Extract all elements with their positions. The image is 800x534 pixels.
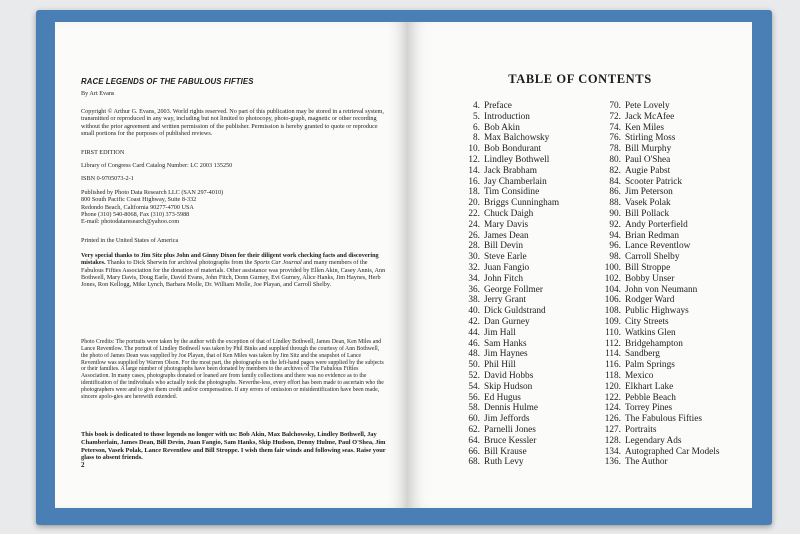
toc-entry-title: Mary Davis	[484, 219, 529, 230]
toc-entry-title: James Dean	[484, 230, 529, 241]
toc-entry-title: The Fabulous Fifties	[625, 414, 702, 425]
toc-entry-title: Introduction	[484, 111, 530, 122]
toc-page-number: 42.	[468, 316, 480, 327]
toc-entry	[456, 339, 559, 350]
toc-entry	[597, 360, 720, 371]
left-page	[55, 22, 408, 508]
toc-entry	[456, 457, 559, 468]
photo-credits: Photo Credits: The portraits were taken by the author with the exception of that of Lindley Bothwell, James Dean, Ken Miles and Lance Reventlow. The portrait of Lindley Bothwell was taken by Phil Binks and supplied through the courtesy of Ann Bothwell, the photo of James Dean was supplied by Joe Playan, that of Ken Miles was taken by Jim Sitz and the snapshot of Lance Reventlow was supplied by Warren Olson. For the most part, the photographs on the left-hand pages were supplied by the subjects or their families. A large number of photographs have been donated by members to the archives of The Fabulous Fifties Association. In many cases, photographs donated or loaned are from family collections and there was no evidence as to the identification of the individuals who actually took the photographs. Neverthe-less, every effort has been made to ascertain who the photographers were and to give them credit and/or compensation. If any errors of omission or misidentification have been made, sincere apolo-gies are herewith extended.	[81, 338, 384, 401]
toc-page-number: 100.	[604, 262, 621, 273]
toc-entry-title: Jerry Grant	[484, 295, 527, 306]
toc-entry-title: Portraits	[625, 424, 657, 435]
toc-entry	[597, 274, 720, 285]
toc-entry-title: Vasek Polak	[625, 198, 671, 209]
toc-entry	[456, 144, 559, 155]
toc-entry	[597, 447, 720, 458]
toc-page-number: 56.	[468, 392, 480, 403]
toc-entry	[597, 144, 720, 155]
toc-entry-title: Chuck Daigh	[484, 208, 534, 219]
toc-entry-title: Bill Stroppe	[625, 262, 671, 273]
toc-entry	[597, 382, 720, 393]
toc-entry-title: Bill Devin	[484, 241, 523, 252]
toc-entry-title: City Streets	[625, 316, 669, 327]
toc-page-number: 34.	[468, 273, 480, 284]
toc-page-number: 4.	[473, 101, 480, 111]
toc-entry-title: Jack McAfee	[625, 111, 675, 122]
toc-page-number: 84.	[609, 176, 621, 187]
toc-entry	[456, 393, 559, 404]
toc-entry	[597, 295, 720, 306]
toc-entry	[597, 101, 720, 112]
copyright-notice: Copyright © Arthur G. Evans, 2003. World rights reserved. No part of this publication may be stored in a retrieval system, transmitted or reproduced in any way, including but not limited to photocopy, photo-graph, magnetic or other recording without the prior agreement and written permission of the publisher. Permission is hereby granted to quote or reproduce small portions for the purposes of published reviews.	[81, 108, 384, 138]
toc-entry	[456, 112, 559, 123]
toc-entry	[456, 209, 559, 220]
toc-entry-title: Dick Guldstrand	[484, 306, 546, 317]
toc-entry	[597, 133, 720, 144]
toc-entry	[597, 393, 720, 404]
toc-page-number: 14.	[468, 165, 480, 176]
toc-page-number: 70.	[609, 101, 621, 111]
toc-entry-title: The Author	[625, 457, 668, 468]
toc-entry	[597, 166, 720, 177]
toc-entry	[456, 295, 559, 306]
printed-in-line: Printed in the United States of America	[81, 237, 179, 245]
toc-entry-title: Mexico	[625, 370, 654, 381]
toc-entry	[597, 414, 720, 425]
toc-page-number: 68.	[468, 457, 480, 468]
toc-entry-title: Ken Miles	[625, 122, 664, 133]
toc-page-number: 78.	[609, 144, 621, 155]
toc-column-2	[597, 101, 720, 468]
toc-entry	[456, 414, 559, 425]
toc-entry-title: Palm Springs	[625, 360, 675, 371]
toc-entry-title: Jim Peterson	[625, 187, 673, 198]
toc-page-number: 5.	[473, 111, 480, 122]
toc-entry-title: Bobby Unser	[625, 273, 675, 284]
toc-entry-title: Pete Lovely	[625, 101, 670, 111]
toc-entry-title: Dennis Hulme	[484, 403, 538, 414]
toc-page-number: 110.	[605, 327, 621, 338]
toc-entry-title: Bill Pollack	[625, 208, 670, 219]
library-catalog-line: Library of Congress Card Catalog Number: LC 2003 135250	[81, 162, 233, 170]
toc-entry	[456, 198, 559, 209]
toc-page-number: 22.	[468, 208, 480, 219]
toc-entry	[456, 187, 559, 198]
toc-entry	[456, 241, 559, 252]
toc-entry-title: David Hobbs	[484, 370, 534, 381]
toc-entry	[597, 371, 720, 382]
toc-page-number: 46.	[468, 338, 480, 349]
toc-entry-title: Skip Hudson	[484, 381, 533, 392]
toc-page-number: 122.	[604, 392, 621, 403]
toc-entry	[597, 285, 720, 296]
toc-entry	[456, 436, 559, 447]
toc-entry	[456, 447, 559, 458]
toc-entry-title: Bill Krause	[484, 446, 527, 457]
toc-page-number: 40.	[468, 306, 480, 317]
toc-entry	[597, 241, 720, 252]
toc-title: TABLE OF CONTENTS	[508, 72, 652, 86]
publisher-line: E-mail: photodataresearch@yahoo.com	[81, 218, 180, 226]
toc-entry	[456, 101, 559, 112]
toc-page-number: 106.	[604, 295, 621, 306]
toc-page-number: 32.	[468, 262, 480, 273]
toc-entry	[597, 220, 720, 231]
toc-page-number: 127.	[604, 424, 621, 435]
toc-entry-title: George Follmer	[484, 284, 543, 295]
toc-entry-title: John Fitch	[484, 273, 523, 284]
toc-page-number: 12.	[468, 154, 480, 165]
dedication: This book is dedicated to those legends no longer with us: Bob Akin, Max Balchowsky, Lindley Bothwell, Jay Chamberlain, James Dean, Bill Devin, Juan Fangio, Sam Hanks, Skip Hudson, Denny Hulme, Paul O'Shea, Jim Peterson, Vasek Polak, Lance Reventlow and Bill Stroppe. I wish them fair winds and following seas. Raise your glass to absent friends.	[81, 431, 386, 462]
toc-column-1	[456, 101, 559, 468]
toc-entry	[456, 349, 559, 360]
toc-page-number: 104.	[604, 284, 621, 295]
toc-page-number: 92.	[609, 219, 621, 230]
toc-page-number: 66.	[468, 446, 480, 457]
toc-entry	[597, 436, 720, 447]
toc-entry-title: Preface	[484, 101, 512, 111]
toc-entry-title: Bob Bondurant	[484, 144, 542, 155]
toc-entry	[597, 403, 720, 414]
toc-page-number: 48.	[468, 349, 480, 360]
toc-page-number: 38.	[468, 295, 480, 306]
toc-page-number: 54.	[468, 381, 480, 392]
toc-entry	[456, 285, 559, 296]
toc-entry-title: Steve Earle	[484, 252, 527, 263]
toc-entry	[597, 177, 720, 188]
toc-entry	[456, 403, 559, 414]
toc-page-number: 36.	[468, 284, 480, 295]
toc-entry-title: Jay Chamberlain	[484, 176, 547, 187]
publisher-line: Phone (310) 540-8068, Fax (310) 373-5988	[81, 211, 190, 219]
toc-page-number: 58.	[468, 403, 480, 414]
toc-page-number: 80.	[609, 154, 621, 165]
toc-page-number: 76.	[609, 133, 621, 144]
toc-entry-title: Dan Gurney	[484, 316, 530, 327]
toc-page-number: 118.	[605, 370, 621, 381]
toc-entry-title: Parnelli Jones	[484, 424, 536, 435]
isbn-line: ISBN 0-9705073-2-1	[81, 175, 134, 183]
toc-page-number: 30.	[468, 252, 480, 263]
toc-entry	[597, 339, 720, 350]
toc-page-number: 86.	[609, 187, 621, 198]
toc-page-number: 16.	[468, 176, 480, 187]
toc-page-number: 108.	[604, 306, 621, 317]
toc-page-number: 72.	[609, 111, 621, 122]
toc-page-number: 88.	[609, 198, 621, 209]
toc-page-number: 26.	[468, 230, 480, 241]
toc-entry-title: Stirling Moss	[625, 133, 676, 144]
toc-entry	[597, 187, 720, 198]
toc-page-number: 18.	[468, 187, 480, 198]
journal-title: Sports Car Journal	[253, 259, 302, 267]
toc-page-number: 52.	[468, 370, 480, 381]
toc-entry	[597, 123, 720, 134]
toc-entry-title: Sandberg	[625, 349, 660, 360]
toc-entry-title: Sam Hanks	[484, 338, 527, 349]
toc-page-number: 126.	[604, 414, 621, 425]
toc-page-number: 82.	[609, 165, 621, 176]
toc-entry	[597, 328, 720, 339]
toc-entry	[456, 123, 559, 134]
toc-page-number: 10.	[468, 144, 480, 155]
edition-line: FIRST EDITION	[81, 149, 125, 157]
toc-page-number: 102.	[604, 273, 621, 284]
toc-entry	[597, 263, 720, 274]
toc-entry	[597, 306, 720, 317]
book-title: RACE LEGENDS OF THE FABULOUS FIFTIES	[81, 76, 254, 86]
acknowledgements-text: Thanks to Dick Sherwin for archival photographs from the	[107, 259, 253, 267]
toc-entry-title: Jim Haynes	[484, 349, 528, 360]
page-number: 2	[81, 461, 85, 469]
toc-page-number: 24.	[468, 219, 480, 230]
toc-page-number: 96.	[609, 241, 621, 252]
toc-entry	[456, 360, 559, 371]
toc-entry-title: Elkhart Lake	[625, 381, 674, 392]
toc-entry	[456, 306, 559, 317]
toc-page-number: 120.	[604, 381, 621, 392]
author-line: By Art Evans	[81, 90, 115, 98]
toc-entry-title: Jim Hall	[484, 327, 516, 338]
toc-page-number: 136.	[604, 457, 621, 468]
toc-entry-title: Tim Considine	[484, 187, 540, 198]
toc-entry-title: Augie Pabst	[625, 165, 671, 176]
toc-entry	[456, 155, 559, 166]
toc-entry	[456, 263, 559, 274]
toc-page-number: 98.	[609, 252, 621, 263]
toc-entry-title: Autographed Car Models	[625, 446, 720, 457]
toc-entry-title: Paul O'Shea	[625, 154, 671, 165]
toc-page-number: 28.	[468, 241, 480, 252]
acknowledgements-bold: Very special thanks to Jim Sitz plus John and Ginny Dixon for their diligent work checking facts and discovering mistakes.	[81, 252, 379, 267]
toc-page-number: 128.	[604, 435, 621, 446]
toc-entry-title: Legendary Ads	[625, 435, 682, 446]
toc-entry-title: Scooter Patrick	[625, 176, 683, 187]
toc-entry	[456, 252, 559, 263]
toc-entry-title: Andy Porterfield	[625, 219, 688, 230]
toc-page-number: 124.	[604, 403, 621, 414]
toc-page-number: 64.	[468, 435, 480, 446]
toc-entry	[597, 349, 720, 360]
toc-page-number: 44.	[468, 327, 480, 338]
toc-entry-title: Ruth Levy	[484, 457, 524, 468]
toc-entry	[456, 328, 559, 339]
toc-entry	[456, 133, 559, 144]
toc-entry	[597, 209, 720, 220]
toc-entry-title: Torrey Pines	[625, 403, 673, 414]
toc-entry	[456, 166, 559, 177]
toc-entry-title: Pebble Beach	[625, 392, 676, 403]
toc-entry	[456, 177, 559, 188]
toc-entry-title: Jim Jeffords	[484, 414, 530, 425]
toc-entry-title: Bruce Kessler	[484, 435, 537, 446]
toc-entry-title: Briggs Cunningham	[484, 198, 560, 209]
toc-page-number: 94.	[609, 230, 621, 241]
toc-entry	[456, 220, 559, 231]
toc-entry	[597, 317, 720, 328]
acknowledgements-text-2: and many members of the Fabulous Fifties Association for the donation of materials. Other assistance was provided by Ellen Akin, Casey Annis, Ann Bothwell, Mary Davis, Doug Earle, David Evans, John Fitch, Donn Gurney, Evi Gurney, Alice Hanks, Jim Haynes, Herb Jones, Ron Kellogg, Mike Lynch, Barbara Molle, Dr. William Molle, Joe Playan, and Carroll Shelby.	[81, 259, 386, 289]
toc-entry-title: Lindley Bothwell	[484, 154, 550, 165]
toc-page-number: 20.	[468, 198, 480, 209]
toc-page-number: 6.	[473, 122, 480, 133]
toc-entry	[597, 252, 720, 263]
acknowledgements	[81, 252, 387, 288]
toc-page-number: 8.	[473, 133, 480, 144]
toc-entry-title: Max Balchowsky	[484, 133, 550, 144]
toc-entry-title: Phil Hill	[484, 360, 516, 371]
toc-entry	[597, 231, 720, 242]
toc-page-number: 62.	[468, 424, 480, 435]
toc-entry-title: Carroll Shelby	[625, 252, 680, 263]
toc-entry	[597, 425, 720, 436]
toc-entry	[597, 457, 720, 468]
toc-page-number: 50.	[468, 360, 480, 371]
toc-page-number: 114.	[605, 349, 621, 360]
toc-entry-title: Rodger Ward	[625, 295, 675, 306]
toc-entry	[456, 317, 559, 328]
toc-entry	[597, 155, 720, 166]
toc-entry-title: Bob Akin	[484, 122, 520, 133]
toc-entry-title: Watkins Glen	[625, 327, 676, 338]
toc-entry	[597, 198, 720, 209]
publisher-info	[81, 189, 387, 225]
toc-entry	[456, 371, 559, 382]
publisher-line: Published by Photo Data Research LLC (SAN 297-4010)	[81, 189, 224, 197]
toc-page-number: 60.	[468, 414, 480, 425]
toc-entry-title: Ed Hugus	[484, 392, 521, 403]
toc-page-number: 109.	[604, 316, 621, 327]
toc-page-number: 74.	[609, 122, 621, 133]
toc-entry	[456, 382, 559, 393]
toc-page-number: 90.	[609, 208, 621, 219]
right-page	[408, 22, 752, 508]
toc-entry-title: Bridgehampton	[625, 338, 683, 349]
toc-page-number: 116.	[605, 360, 621, 371]
toc-entry-title: John von Neumann	[625, 284, 698, 295]
toc-entry-title: Juan Fangio	[484, 262, 530, 273]
toc-entry-title: Brian Redman	[625, 230, 679, 241]
toc-page-number: 112.	[605, 338, 621, 349]
toc-entry	[456, 274, 559, 285]
toc-entry-title: Jack Brabham	[484, 165, 537, 176]
publisher-line: 800 South Pacific Coast Highway, Suite 8-332	[81, 196, 197, 204]
toc-page-number: 134.	[604, 446, 621, 457]
toc-entry	[456, 425, 559, 436]
toc-entry	[456, 231, 559, 242]
toc-entry-title: Public Highways	[625, 306, 689, 317]
toc-entry	[597, 112, 720, 123]
toc-entry-title: Bill Murphy	[625, 144, 672, 155]
toc-entry-title: Lance Reventlow	[625, 241, 691, 252]
publisher-line: Redondo Beach, California 90277-4700 USA	[81, 203, 194, 211]
